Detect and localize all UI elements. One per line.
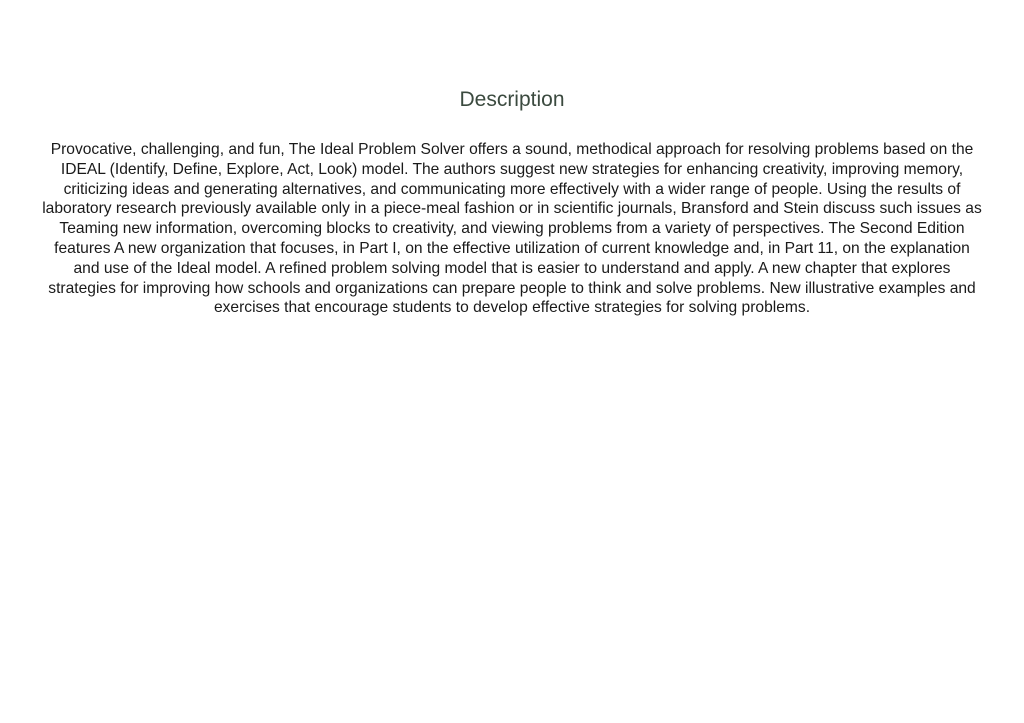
page-title: Description: [459, 88, 565, 111]
description-paragraph: Provocative, challenging, and fun, The Ideal Problem Solver offers a sound, methodical approach for resolving problems based on the IDEAL (Identify, Define, Explore, Act, Look) model. The authors suggest new strategies for enhancing creativity, improving memory, criticizing ideas and generating alternatives, and communicating more effectively with a wider range of people. Using the results of laboratory research previously available only in a piece-meal fashion or in scientific journals, Bransford and Stein discuss such issues as Teaming new information, overcoming blocks to creativity, and viewing problems from a variety of perspectives. The Second Edition features A new organization that focuses, in Part I, on the effective utilization of current knowledge and, in Part 11, on the explanation and use of the Ideal model. A refined problem solving model that is easier to understand and apply. A new chapter that explores strategies for improving how schools and organizations can prepare people to think and solve problems. New illustrative examples and exercises that encourage students to develop effective strategies for solving problems.: [42, 141, 982, 317]
